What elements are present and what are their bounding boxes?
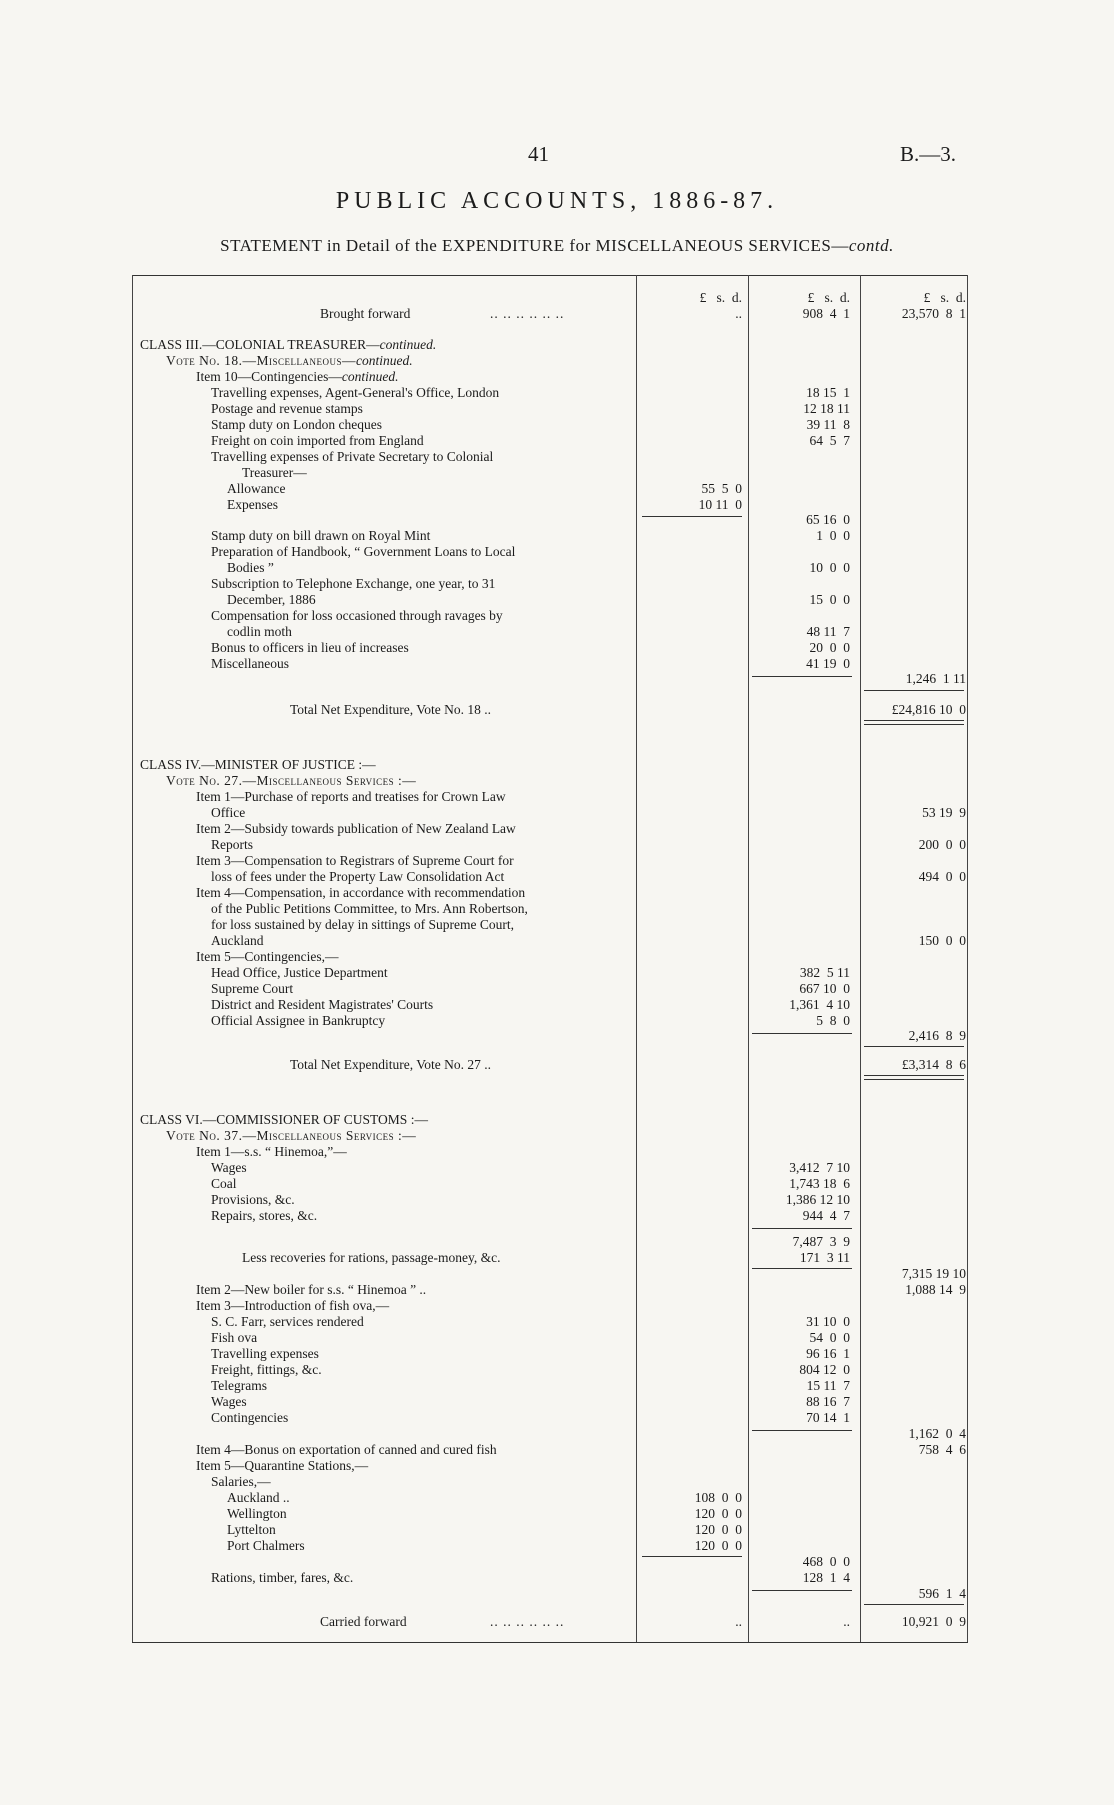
subtotal-rule	[752, 1430, 852, 1431]
brought-forward-col3: 23,570 8 1	[901, 306, 966, 321]
line-item: Travelling expenses, Agent-General's Office, London	[211, 385, 500, 400]
line-amount: 108 0 0	[694, 1490, 742, 1505]
table-bottom-rule	[132, 1642, 968, 1643]
item5-sum: 596 1 4	[918, 1586, 966, 1601]
vote27-total: £3,314 8 6	[901, 1057, 966, 1072]
line-item-cont: Treasurer—	[242, 465, 307, 480]
line-amount: 120 0 0	[694, 1506, 742, 1521]
line-amount: 55 5 0	[701, 481, 742, 496]
line-amount: 758 4 6	[918, 1442, 966, 1457]
line-amount: 1,088 14 9	[905, 1282, 966, 1297]
line-item: Lyttelton	[227, 1522, 276, 1537]
line-amount: 944 4 7	[802, 1208, 850, 1223]
line-amount: 10 0 0	[809, 560, 850, 575]
line-item-cont: Bodies ”	[227, 560, 274, 575]
line-item: Provisions, &c.	[211, 1192, 295, 1207]
subtotal-rule	[864, 1046, 964, 1047]
line-item-cont: of the Public Petitions Committee, to Mrs. Ann Robertson,	[211, 901, 528, 916]
subtotal-rule	[752, 676, 852, 677]
line-item-cont: Reports	[211, 837, 253, 852]
line-item: Salaries,—	[211, 1474, 271, 1489]
column-divider	[748, 275, 749, 1642]
line-item: Fish ova	[211, 1330, 258, 1345]
line-item: Expenses	[227, 497, 278, 512]
line-item: Preparation of Handbook, “ Government Loans to Local	[211, 544, 516, 559]
line-item-cont: Auckland	[211, 933, 264, 948]
statement-subtitle	[0, 236, 1114, 256]
line-item: Miscellaneous	[211, 656, 289, 671]
class3-sum: 1,246 1 11	[905, 671, 966, 686]
line-item: Stamp duty on London cheques	[211, 417, 382, 432]
line-amount: 494 0 0	[918, 869, 966, 884]
line-amount: 804 12 0	[799, 1362, 850, 1377]
line-item: Bonus to officers in lieu of increases	[211, 640, 409, 655]
line-amount: 1,743 18 6	[789, 1176, 850, 1191]
subtitle-contd: contd.	[848, 236, 894, 255]
line-amount: 15 11 7	[806, 1378, 850, 1393]
line-item: Item 4—Bonus on exportation of canned and cured fish	[196, 1442, 497, 1457]
line-amount: 120 0 0	[694, 1522, 742, 1537]
item1-net: 7,315 19 10	[901, 1266, 966, 1281]
page-number: 41	[528, 142, 549, 166]
line-item: Travelling expenses of Private Secretary to Colonial	[211, 449, 494, 464]
line-item: Freight on coin imported from England	[211, 433, 424, 448]
document-reference: B.—3.	[900, 142, 957, 166]
subtotal-rule	[642, 1556, 742, 1557]
line-item: Compensation for loss occasioned through ravages by	[211, 608, 503, 623]
subtotal-rule	[752, 1268, 852, 1269]
total-double-rule	[864, 1075, 964, 1080]
line-item: Coal	[211, 1176, 237, 1191]
line-amount: 1 0 0	[816, 528, 850, 543]
table-left-edge	[132, 275, 133, 1642]
line-amount: 41 19 0	[806, 656, 850, 671]
line-item: Subscription to Telephone Exchange, one year, to 31	[211, 576, 496, 591]
line-item: Travelling expenses	[211, 1346, 319, 1361]
item10-title: Item 10—Contingencies—	[196, 369, 342, 384]
subtotal-rule	[752, 1590, 852, 1591]
line-item-cont: for loss sustained by delay in sittings of Supreme Court,	[211, 917, 514, 932]
line-amount: 31 10 0	[806, 1314, 850, 1329]
line-amount: 10 11 0	[698, 497, 742, 512]
class3-title-contd: continued.	[379, 337, 437, 352]
line-item: Supreme Court	[211, 981, 294, 996]
carried-forward-label: Carried forward	[320, 1614, 407, 1629]
line-amount: 64 5 7	[809, 433, 850, 448]
class6-heading: CLASS VI.—COMMISSIONER OF CUSTOMS :—	[140, 1112, 428, 1127]
line-item: Official Assignee in Bankruptcy	[211, 1013, 386, 1028]
vote18-contd: continued.	[356, 353, 413, 368]
line-item: Item 2—Subsidy towards publication of New Zealand Law	[196, 821, 516, 836]
class4-heading: CLASS IV.—MINISTER OF JUSTICE :—	[140, 757, 376, 772]
line-item: Wellington	[227, 1506, 287, 1521]
total-double-rule	[864, 720, 964, 725]
line-amount: 200 0 0	[918, 837, 966, 852]
line-item: Item 4—Compensation, in accordance with recommendation	[196, 885, 526, 900]
line-amount: 382 5 11	[799, 965, 850, 980]
line-item-cont: Office	[211, 805, 246, 820]
brought-forward-label: Brought forward	[320, 306, 411, 321]
subtotal-rule	[642, 516, 742, 517]
line-item: Wages	[211, 1160, 247, 1175]
carried-forward-col3: 10,921 0 9	[901, 1614, 966, 1629]
line-item: Wages	[211, 1394, 247, 1409]
line-item: Head Office, Justice Department	[211, 965, 388, 980]
line-item: Repairs, stores, &c.	[211, 1208, 318, 1223]
line-item-cont: December, 1886	[227, 592, 316, 607]
line-amount: 15 0 0	[809, 592, 850, 607]
line-item: Item 1—s.s. “ Hinemoa,”—	[196, 1144, 347, 1159]
vote18-total: £24,816 10 0	[891, 702, 966, 717]
line-amount: 88 16 7	[806, 1394, 850, 1409]
line-item: Item 5—Contingencies,—	[196, 949, 339, 964]
line-item: Item 2—New boiler for s.s. “ Hinemoa ” ..	[196, 1282, 427, 1297]
line-item: Item 3—Introduction of fish ova,—	[196, 1298, 390, 1313]
line-amount: 20 0 0	[809, 640, 850, 655]
vote18-heading	[166, 353, 413, 369]
page-title: PUBLIC ACCOUNTS, 1886-87.	[335, 188, 779, 214]
subtotal-rule	[864, 690, 964, 691]
line-item: District and Resident Magistrates' Courts	[211, 997, 434, 1012]
table-top-rule	[132, 275, 968, 276]
line-item-cont: loss of fees under the Property Law Consolidation Act	[211, 869, 505, 884]
vote27-heading: Vote No. 27.—Miscellaneous Services :—	[166, 773, 417, 788]
line-item: S. C. Farr, services rendered	[211, 1314, 364, 1329]
brought-forward-col2: 908 4 1	[802, 306, 850, 321]
col3-heading: £ s. d.	[923, 290, 966, 305]
subtotal-amount: 65 16 0	[806, 512, 850, 527]
line-amount: 54 0 0	[809, 1330, 850, 1345]
class3-title: CLASS III.—COLONIAL TREASURER—	[140, 337, 380, 352]
line-item: Auckland ..	[227, 1490, 290, 1505]
salaries-sum: 468 0 0	[802, 1554, 850, 1569]
vote18-title: Vote No. 18.—Miscellaneous—	[166, 353, 356, 368]
dot-leader: .. .. .. .. .. ..	[490, 1614, 565, 1629]
subtotal-amount: 7,487 3 9	[792, 1234, 850, 1249]
column-divider	[860, 275, 861, 1642]
line-item: Contingencies	[211, 1410, 289, 1425]
carried-forward-col1: ..	[735, 1614, 742, 1629]
line-item: Item 5—Quarantine Stations,—	[196, 1458, 369, 1473]
line-amount: 1,361 4 10	[789, 997, 850, 1012]
subtotal-rule	[752, 1228, 852, 1229]
line-item: Rations, timber, fares, &c.	[211, 1570, 354, 1585]
line-amount: 120 0 0	[694, 1538, 742, 1553]
item3-sum: 1,162 0 4	[908, 1426, 966, 1441]
line-amount: 53 19 9	[922, 805, 966, 820]
line-amount: 128 1 4	[802, 1570, 850, 1585]
subtotal-rule	[864, 1604, 964, 1605]
line-item: Stamp duty on bill drawn on Royal Mint	[211, 528, 431, 543]
line-amount: 5 8 0	[816, 1013, 850, 1028]
line-amount: 48 11 7	[806, 624, 850, 639]
table-right-edge	[967, 275, 968, 1642]
line-amount: 667 10 0	[799, 981, 850, 996]
vote37-heading: Vote No. 37.—Miscellaneous Services :—	[166, 1128, 417, 1143]
line-item: Postage and revenue stamps	[211, 401, 363, 416]
line-amount: 39 11 8	[806, 417, 850, 432]
line-item: Item 1—Purchase of reports and treatises for Crown Law	[196, 789, 506, 804]
line-amount: 96 16 1	[806, 1346, 850, 1361]
carried-forward-col2: ..	[843, 1614, 850, 1629]
dot-leader: .. .. .. .. .. ..	[490, 306, 565, 321]
line-item: Telegrams	[211, 1378, 268, 1393]
class3-heading	[140, 337, 436, 353]
line-item: Less recoveries for rations, passage-money, &c.	[242, 1250, 501, 1265]
subtitle-main: STATEMENT in Detail of the EXPENDITURE for MISCELLANEOUS SERVICES—	[220, 236, 849, 255]
line-item: Freight, fittings, &c.	[211, 1362, 322, 1377]
line-amount: 171 3 11	[799, 1250, 850, 1265]
col1-heading: £ s. d.	[699, 290, 742, 305]
item10-contd: continued.	[341, 369, 399, 384]
line-item-cont: codlin moth	[227, 624, 292, 639]
item10-heading	[196, 369, 398, 385]
col2-heading: £ s. d.	[807, 290, 850, 305]
line-amount: 150 0 0	[918, 933, 966, 948]
line-item: Allowance	[227, 481, 286, 496]
vote27-total-label: Total Net Expenditure, Vote No. 27 ..	[290, 1057, 492, 1072]
brought-forward-col1: ..	[735, 306, 742, 321]
line-amount: 18 15 1	[806, 385, 850, 400]
vote18-total-label: Total Net Expenditure, Vote No. 18 ..	[290, 702, 492, 717]
subtotal-rule	[752, 1033, 852, 1034]
class4-sum: 2,416 8 9	[908, 1028, 966, 1043]
line-amount: 70 14 1	[806, 1410, 850, 1425]
line-amount: 3,412 7 10	[789, 1160, 850, 1175]
line-item: Item 3—Compensation to Registrars of Supreme Court for	[196, 853, 514, 868]
line-amount: 12 18 11	[803, 401, 850, 416]
line-item: Port Chalmers	[227, 1538, 305, 1553]
line-amount: 1,386 12 10	[785, 1192, 850, 1207]
